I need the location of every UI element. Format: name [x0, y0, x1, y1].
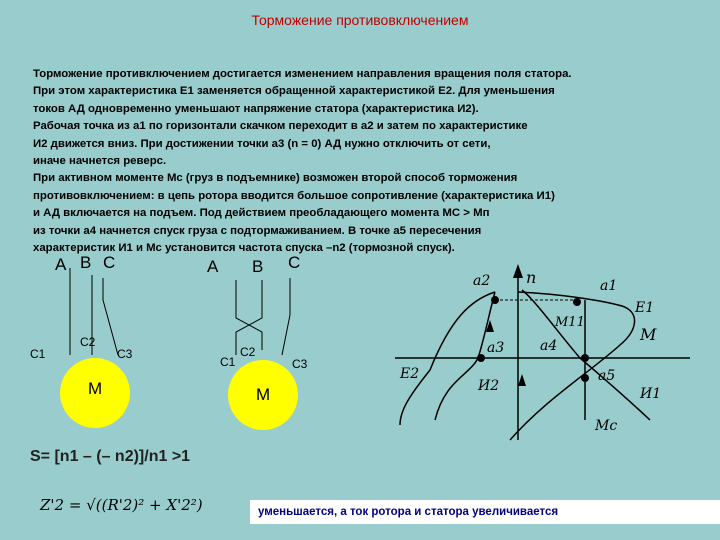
motor2-winding-c1: С1: [220, 355, 236, 369]
point-a1: [573, 298, 581, 306]
text-line: характеристик И1 и Мс установится частота спуска –n2 (тормозной спуск).: [33, 242, 455, 255]
text-line: из точки а4 начнется спуск груза с подтормаживанием. В точке а5 пересечения: [33, 224, 482, 237]
label-a4: a4: [540, 338, 558, 354]
text-line: Торможение противключением достигается изменением направления вращения поля статора.: [33, 68, 572, 80]
motor1-winding-c1: С1: [30, 347, 46, 361]
axis-n-label: n: [526, 268, 537, 287]
label-e2: E2: [400, 366, 420, 382]
motor1-winding-c2: С2: [80, 335, 96, 349]
motor1-diagram: [30, 253, 133, 428]
text-line: При этом характеристика Е1 заменяется обращенной характеристикой Е2. Для уменьшения: [33, 85, 555, 98]
motor2-label: М: [256, 385, 271, 404]
axis-arrow: [513, 264, 523, 278]
motor1-label: М: [88, 379, 103, 398]
point-a3: [477, 354, 485, 362]
motor1-phase-a: А: [55, 255, 67, 274]
wire: [282, 278, 290, 355]
wire: [236, 280, 262, 355]
impedance-formula: Z'2 = √((R'2)² + X'2²): [40, 496, 203, 514]
text-line: иначе начнется реверс.: [33, 155, 167, 168]
label-mc: Mc: [595, 418, 618, 434]
label-i1: И1: [640, 386, 662, 402]
motor2-diagram: [207, 253, 308, 430]
text-line: противовключением: в цепь ротора вводится большое сопротивление (характеристика И1): [33, 189, 555, 202]
label-i2: И2: [478, 378, 500, 394]
motor2-phase-a: А: [207, 257, 219, 276]
characteristics-graph: [395, 264, 690, 440]
label-a3: a3: [487, 340, 505, 356]
motor2-phase-b: В: [252, 257, 264, 276]
motor2-winding-c3: С3: [292, 357, 308, 371]
point-a2: [491, 296, 499, 304]
motor1-phase-c: С: [103, 253, 116, 272]
slip-formula: S= [n1 – (– n2)]/n1 >1: [30, 448, 191, 465]
page-title: Торможение противовключением: [251, 12, 469, 28]
text-line: и АД включается на подъем. Под действием преобладающего момента МС > Мп: [33, 207, 490, 220]
wire: [103, 278, 118, 355]
motor2-winding-c2: С2: [240, 345, 256, 359]
text-line: При активном моменте Мс (груз в подъемнике) возможен второй способ торможения: [33, 172, 518, 185]
label-m11: M11: [555, 315, 585, 330]
text-line: Рабочая точка из а1 по горизонтали скачком переходит в а2 и затем по характеристике: [33, 120, 528, 133]
point-a5: [581, 374, 589, 382]
arrow-down: [518, 374, 526, 386]
note-text: уменьшается, а ток ротора и статора увеличивается: [250, 500, 720, 524]
text-line: токов АД одновременно уменьшают напряжение статора (характеристика И2).: [33, 102, 479, 115]
point-a4: [581, 354, 589, 362]
motor1-winding-c3: С3: [117, 347, 133, 361]
label-a1: a1: [600, 278, 618, 294]
label-m: M: [640, 325, 657, 344]
motor1-phase-b: В: [80, 253, 92, 272]
label-e1: E1: [635, 300, 655, 316]
text-line: И2 движется вниз. При достижении точки а3 (n = 0) АД нужно отключить от сети,: [33, 137, 491, 150]
label-a5: a5: [598, 368, 616, 384]
motor2-phase-c: С: [288, 253, 301, 272]
label-a2: a2: [473, 273, 491, 289]
wire: [236, 280, 262, 350]
